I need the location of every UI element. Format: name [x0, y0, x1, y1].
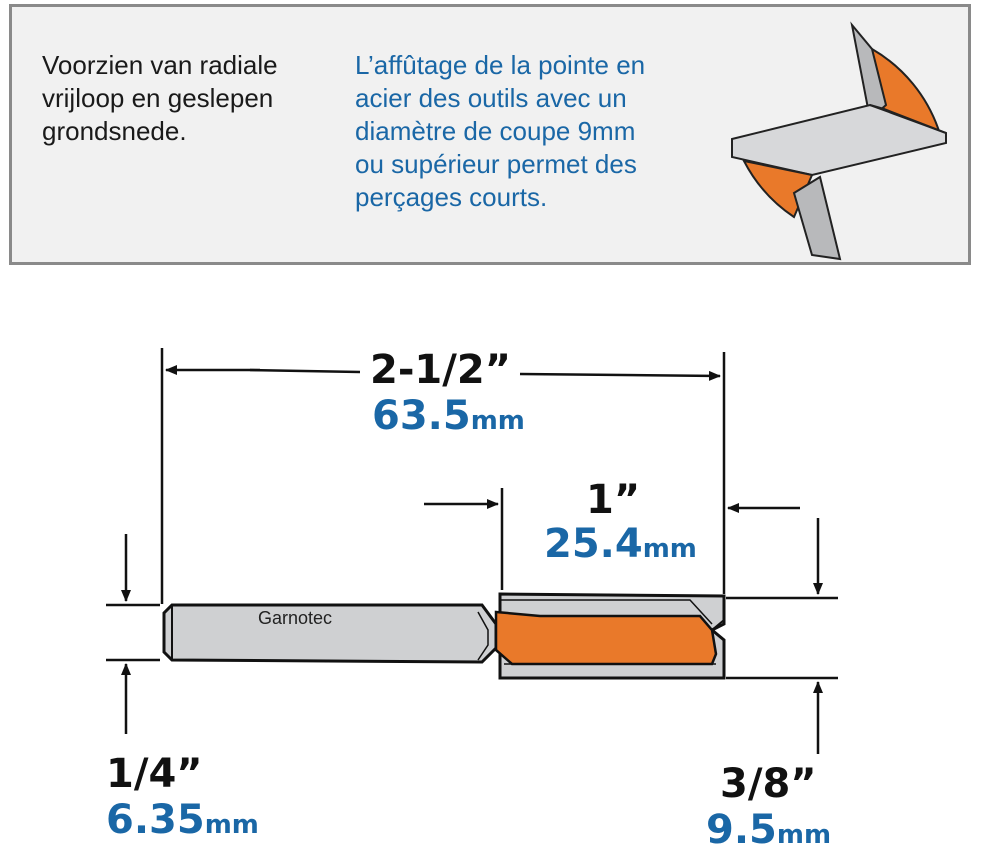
overall-length-mm-value: 63.5 — [372, 393, 471, 439]
shank-diameter-inch: 1/4” — [106, 751, 203, 797]
description-dutch: Voorzien van radiale vrijloop en geslepen grondsnede. — [42, 50, 278, 146]
overall-length-mm-unit: mm — [470, 406, 525, 436]
cutting-length-mm-unit: mm — [642, 534, 697, 564]
overall-length-inch: 2-1/2” — [370, 347, 511, 393]
tip-grind-diagram — [724, 21, 964, 263]
description-french: L’affûtage de la pointe en acier des outils avec un diamètre de coupe 9mm ou supérieur permet des perçages courts. — [355, 50, 646, 212]
brand-label: Garnotec — [258, 608, 333, 628]
overall-length-mm — [372, 394, 525, 443]
cutter-flute — [496, 612, 716, 664]
info-box — [9, 4, 971, 265]
overall-arrow-right — [520, 374, 720, 376]
shank-diameter-mm — [106, 798, 259, 847]
cutting-diameter-mm — [706, 808, 831, 857]
shank-diameter-mm-value: 6.35 — [106, 797, 205, 843]
cutting-diameter-mm-value: 9.5 — [706, 807, 777, 853]
cutting-diameter-inch: 3/8” — [720, 761, 817, 807]
cutting-length-inch: 1” — [586, 477, 641, 523]
cutting-diameter-mm-unit: mm — [776, 820, 832, 850]
cutting-length-mm-value: 25.4 — [544, 521, 643, 567]
shank-diameter-mm-unit: mm — [204, 810, 259, 840]
cutting-length-mm — [544, 522, 697, 571]
